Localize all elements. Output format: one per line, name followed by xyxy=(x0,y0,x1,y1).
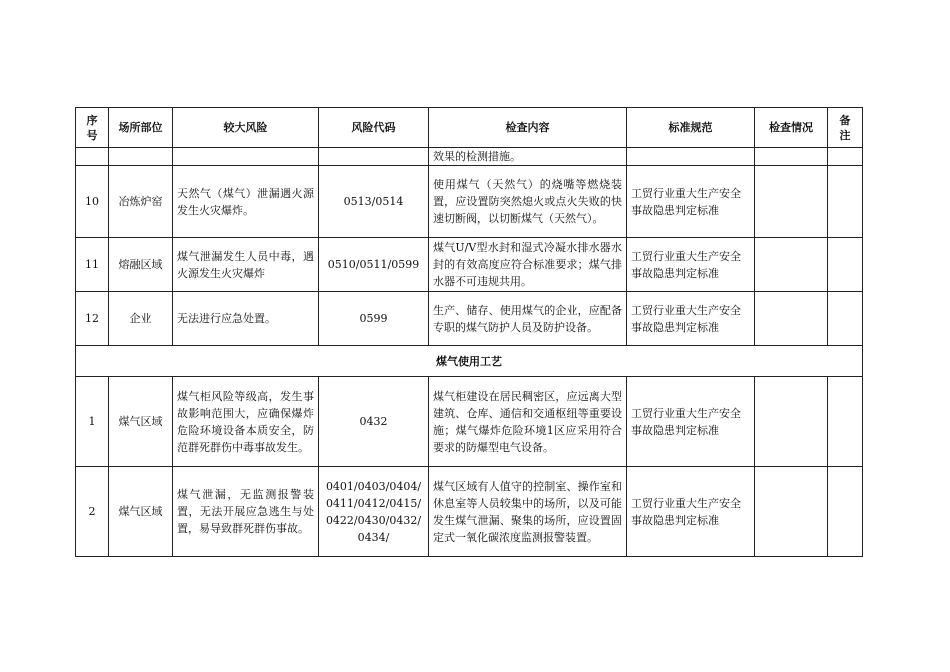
cell-risk: 天然气（煤气）泄漏遇火源发生火灾爆炸。 xyxy=(173,166,319,238)
cell-risk: 煤气柜风险等级高，发生事故影响范围大，应确保爆炸危险环境设备本质安全，防范群死群伤中毒事故发生。 xyxy=(173,377,319,467)
cell-remark xyxy=(828,166,863,238)
cell-risk: 无法进行应急处置。 xyxy=(173,292,319,346)
header-remark: 备 注 xyxy=(828,108,863,148)
cell-remark xyxy=(828,238,863,292)
section-row xyxy=(76,346,863,377)
cell-standard xyxy=(627,148,755,166)
cell-code: 0513/0514 xyxy=(319,166,429,238)
cell-risk xyxy=(173,148,319,166)
cell-code: 0401/0403/0404/0411/0412/0415/0422/0430/0432/0434/ xyxy=(319,467,429,557)
header-standard: 标准规范 xyxy=(627,108,755,148)
header-code: 风险代码 xyxy=(319,108,429,148)
cell-content: 煤气U/V型水封和湿式冷凝水排水器水封的有效高度应符合标准要求；煤气排水器不可违规共用。 xyxy=(429,238,627,292)
cell-status xyxy=(755,377,828,467)
cell-location: 企业 xyxy=(109,292,173,346)
cell-content: 效果的检测措施。 xyxy=(429,148,627,166)
cell-no: 10 xyxy=(76,166,109,238)
table-row xyxy=(76,467,863,557)
cell-code: 0432 xyxy=(319,377,429,467)
header-row xyxy=(76,108,863,148)
header-location: 场所部位 xyxy=(109,108,173,148)
cell-code: 0599 xyxy=(319,292,429,346)
cell-standard: 工贸行业重大生产安全事故隐患判定标准 xyxy=(627,292,755,346)
inspection-table xyxy=(75,107,863,557)
cell-remark xyxy=(828,377,863,467)
cell-risk: 煤气泄漏发生人员中毒，遇火源发生火灾爆炸 xyxy=(173,238,319,292)
header-no: 序 号 xyxy=(76,108,109,148)
cell-content: 煤气区域有人值守的控制室、操作室和休息室等人员较集中的场所，以及可能发生煤气泄漏、聚集的场所，应设置固定式一氧化碳浓度监测报警装置。 xyxy=(429,467,627,557)
cell-location: 熔融区域 xyxy=(109,238,173,292)
cell-no: 11 xyxy=(76,238,109,292)
header-status: 检查情况 xyxy=(755,108,828,148)
cell-code: 0510/0511/0599 xyxy=(319,238,429,292)
cell-status xyxy=(755,292,828,346)
section-title: 煤气使用工艺 xyxy=(76,346,863,377)
cell-remark xyxy=(828,467,863,557)
cell-location: 煤气区域 xyxy=(109,467,173,557)
cell-no: 12 xyxy=(76,292,109,346)
cell-code xyxy=(319,148,429,166)
cell-content: 生产、储存、使用煤气的企业，应配备专职的煤气防护人员及防护设备。 xyxy=(429,292,627,346)
cell-content: 使用煤气（天然气）的烧嘴等燃烧装置，应设置防突然熄火或点火失败的快速切断阀，以切断煤气（天然气）。 xyxy=(429,166,627,238)
cell-standard: 工贸行业重大生产安全事故隐患判定标准 xyxy=(627,377,755,467)
cell-risk: 煤气泄漏，无监测报警装置，无法开展应急逃生与处置，易导致群死群伤事故。 xyxy=(173,467,319,557)
cell-no xyxy=(76,148,109,166)
cell-status xyxy=(755,148,828,166)
table-row xyxy=(76,148,863,166)
cell-location xyxy=(109,148,173,166)
cell-status xyxy=(755,467,828,557)
cell-standard: 工贸行业重大生产安全事故隐患判定标准 xyxy=(627,467,755,557)
cell-standard: 工贸行业重大生产安全事故隐患判定标准 xyxy=(627,166,755,238)
table-row xyxy=(76,166,863,238)
cell-remark xyxy=(828,292,863,346)
cell-remark xyxy=(828,148,863,166)
cell-no: 1 xyxy=(76,377,109,467)
cell-status xyxy=(755,166,828,238)
table-row xyxy=(76,238,863,292)
cell-status xyxy=(755,238,828,292)
header-content: 检查内容 xyxy=(429,108,627,148)
table-row xyxy=(76,292,863,346)
cell-location: 冶炼炉窑 xyxy=(109,166,173,238)
cell-location: 煤气区域 xyxy=(109,377,173,467)
cell-standard: 工贸行业重大生产安全事故隐患判定标准 xyxy=(627,238,755,292)
cell-content: 煤气柜建设在居民稠密区，应远离大型建筑、仓库、通信和交通枢纽等重要设施；煤气爆炸危险环境1区应采用符合要求的防爆型电气设备。 xyxy=(429,377,627,467)
table-row xyxy=(76,377,863,467)
cell-no: 2 xyxy=(76,467,109,557)
header-risk: 较大风险 xyxy=(173,108,319,148)
